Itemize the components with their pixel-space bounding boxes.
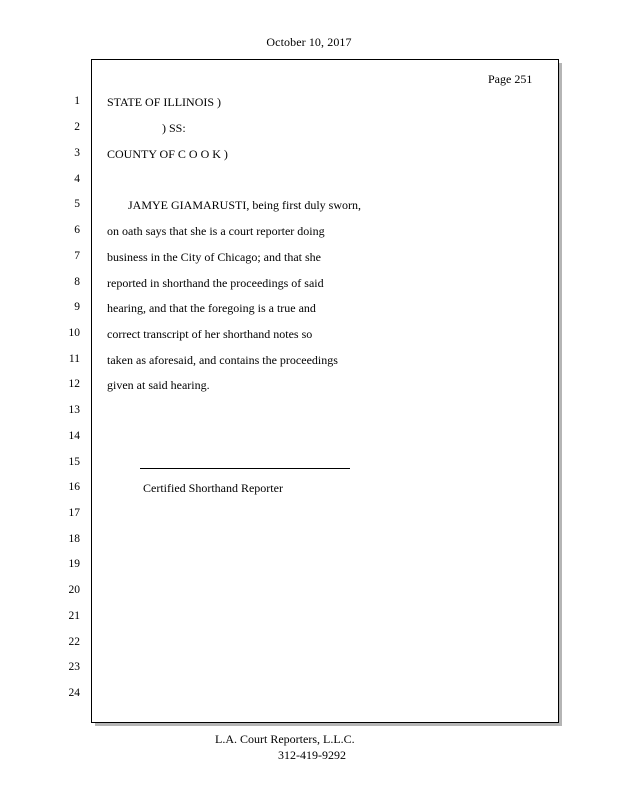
line-number: 9 (74, 301, 80, 313)
line-number: 3 (74, 147, 80, 159)
line-number: 23 (68, 661, 80, 673)
transcript-line: JAMYE GIAMARUSTI, being first duly sworn, (128, 198, 361, 212)
transcript-line: ) SS: (162, 121, 186, 135)
line-number: 18 (68, 533, 80, 545)
transcript-line: correct transcript of her shorthand notes so (107, 327, 313, 341)
line-number: 14 (68, 430, 80, 442)
footer-phone: 312-419-9292 (278, 748, 346, 762)
line-number: 5 (74, 198, 80, 210)
transcript-line: given at said hearing. (107, 378, 210, 392)
line-number: 22 (68, 636, 80, 648)
transcript-line: on oath says that she is a court reporter doing (107, 224, 325, 238)
footer-company: L.A. Court Reporters, L.L.C. (215, 732, 355, 746)
line-number: 8 (74, 276, 80, 288)
line-number: 16 (68, 481, 80, 493)
line-number: 17 (68, 507, 80, 519)
transcript-line: hearing, and that the foregoing is a true and (107, 301, 316, 315)
line-number: 7 (74, 250, 80, 262)
transcript-line: reported in shorthand the proceedings of said (107, 276, 324, 290)
transcript-line: taken as aforesaid, and contains the proceedings (107, 353, 338, 367)
line-number: 10 (68, 327, 80, 339)
line-number: 2 (74, 121, 80, 133)
line-number: 11 (68, 353, 80, 365)
line-number: 1 (74, 95, 80, 107)
line-number: 15 (68, 456, 80, 468)
line-number: 13 (68, 404, 80, 416)
line-number: 12 (68, 378, 80, 390)
page-label: Page 251 (488, 72, 533, 86)
signature-line (140, 468, 350, 469)
signature-caption: Certified Shorthand Reporter (143, 481, 283, 495)
line-number: 21 (68, 610, 80, 622)
transcript-line: business in the City of Chicago; and that she (107, 250, 321, 264)
transcript-line: COUNTY OF C O O K ) (107, 147, 228, 161)
line-number: 20 (68, 584, 80, 596)
transcript-line: STATE OF ILLINOIS ) (107, 95, 222, 109)
line-number: 24 (68, 687, 80, 699)
line-number: 19 (68, 558, 80, 570)
line-number: 4 (74, 173, 80, 185)
line-number: 6 (74, 224, 80, 236)
document-date: October 10, 2017 (266, 35, 352, 49)
